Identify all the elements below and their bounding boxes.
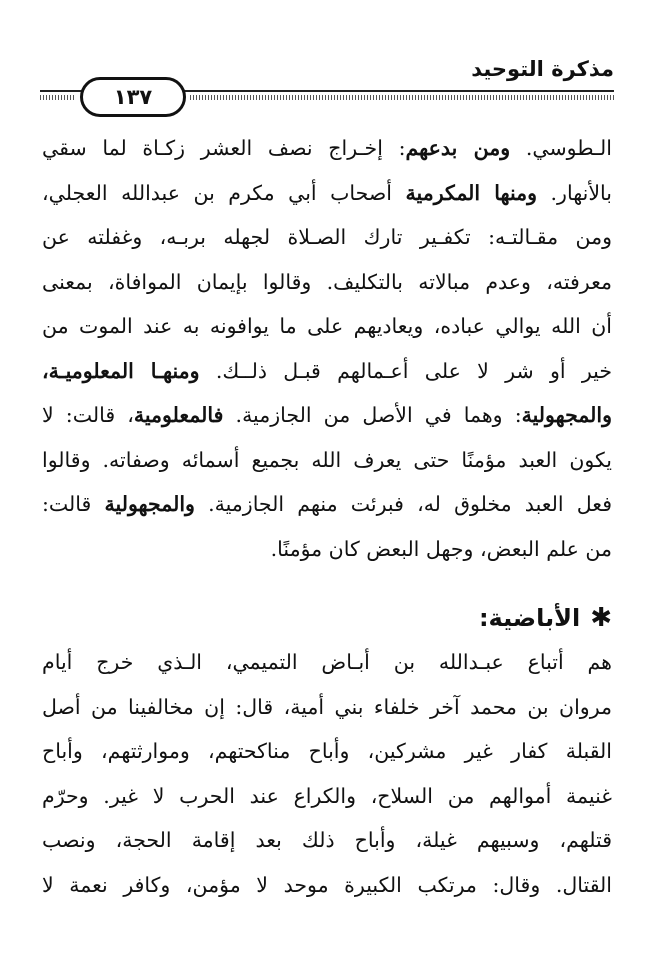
text-run: مروان بن محمد آخر خلفاء بني أمية، قال: إن مخالفينا من أصل	[42, 694, 612, 719]
section-heading	[479, 598, 612, 638]
text-run: أصحاب أبي مكرم بن عبدالله العجلي،	[42, 180, 406, 205]
header-hatch-rule-left	[40, 95, 74, 100]
text-line	[42, 126, 612, 170]
page-number-badge	[80, 77, 186, 117]
text-line	[42, 640, 612, 684]
bold-term: ومن بدعهم	[405, 136, 511, 160]
running-title: مذكرة التوحيد	[471, 57, 614, 81]
text-line	[42, 438, 612, 482]
text-run: : وهما في الأصل من الجازمية.	[223, 403, 522, 427]
text-run: قتلهم، وسبيهم غيلة، وأباح ذلك بعد إقامة الحجة، ونصب	[42, 828, 612, 852]
text-line	[42, 818, 612, 862]
bold-term: والمجهولية	[521, 403, 612, 427]
section-heading-title: الأباضية:	[478, 604, 581, 632]
text-line	[42, 349, 612, 393]
bold-term: فالمعلومية	[133, 403, 224, 427]
text-run: يكون العبد مؤمنًا حتى يعرف الله بجميع أسمائه وصفاته. وقالوا	[42, 447, 612, 472]
bold-term: ومنهـا المعلوميـة،	[42, 358, 200, 383]
text-line	[42, 863, 612, 907]
text-run: خير أو شر لا على أعـمالهم قبـل ذلــك.	[199, 358, 612, 383]
text-run: فعل العبد مخلوق له، فبرئت منهم الجازمية.	[194, 492, 612, 516]
text-run: : إخـراج نصف العشر زكـاة لما سقي	[42, 136, 406, 160]
text-run: من علم البعض، وجهل البعض كان مؤمنًا.	[270, 536, 612, 561]
text-line	[42, 171, 612, 215]
star-icon: ✱	[590, 603, 612, 633]
text-run: قالت:	[42, 492, 105, 516]
text-line	[42, 260, 612, 304]
text-run: الـطوسي.	[510, 136, 612, 160]
text-line	[42, 729, 612, 773]
text-line	[42, 482, 612, 526]
bold-term: والمجهولية	[104, 492, 195, 516]
text-run: القتال. وقال: مرتكب الكبيرة موحد لا مؤمن، وكافر نعمة لا	[42, 872, 612, 897]
page-number: ١٣٧	[113, 85, 153, 109]
text-run: القبلة كفار غير مشركين، وأباح مناكحتهم، وموارثتهم، وأباح	[42, 739, 612, 763]
header-hatch-rule	[190, 95, 614, 100]
text-run: ومن مقـالتـه: تكفـير تارك الصـلاة لجهله بربـه، وغفلته عن	[42, 225, 612, 249]
text-line	[42, 215, 612, 259]
text-line	[42, 393, 612, 437]
text-run: ، قالت: لا	[42, 403, 134, 427]
text-line	[42, 527, 612, 571]
bold-term: ومنها المكرمية	[405, 180, 538, 205]
text-run: أن الله يوالي عباده، ويعاديهم على ما يوافونه به عند الموت من	[42, 314, 612, 338]
text-run: بالأنهار.	[537, 180, 612, 205]
text-run: هم أتباع عبـدالله بن أبـاض التميمي، الـذي خرج أيام	[42, 650, 612, 674]
text-line	[42, 304, 612, 348]
text-line	[42, 685, 612, 729]
text-run: غنيمة أموالهم من السلاح، والكراع عند الحرب لا غير. وحرّم	[42, 783, 612, 808]
text-line	[42, 774, 612, 818]
page-header	[40, 55, 614, 115]
text-run: معرفته، وعدم مبالاته بالتكليف. وقالوا بإيمان الموافاة، بمعنى	[42, 269, 612, 294]
